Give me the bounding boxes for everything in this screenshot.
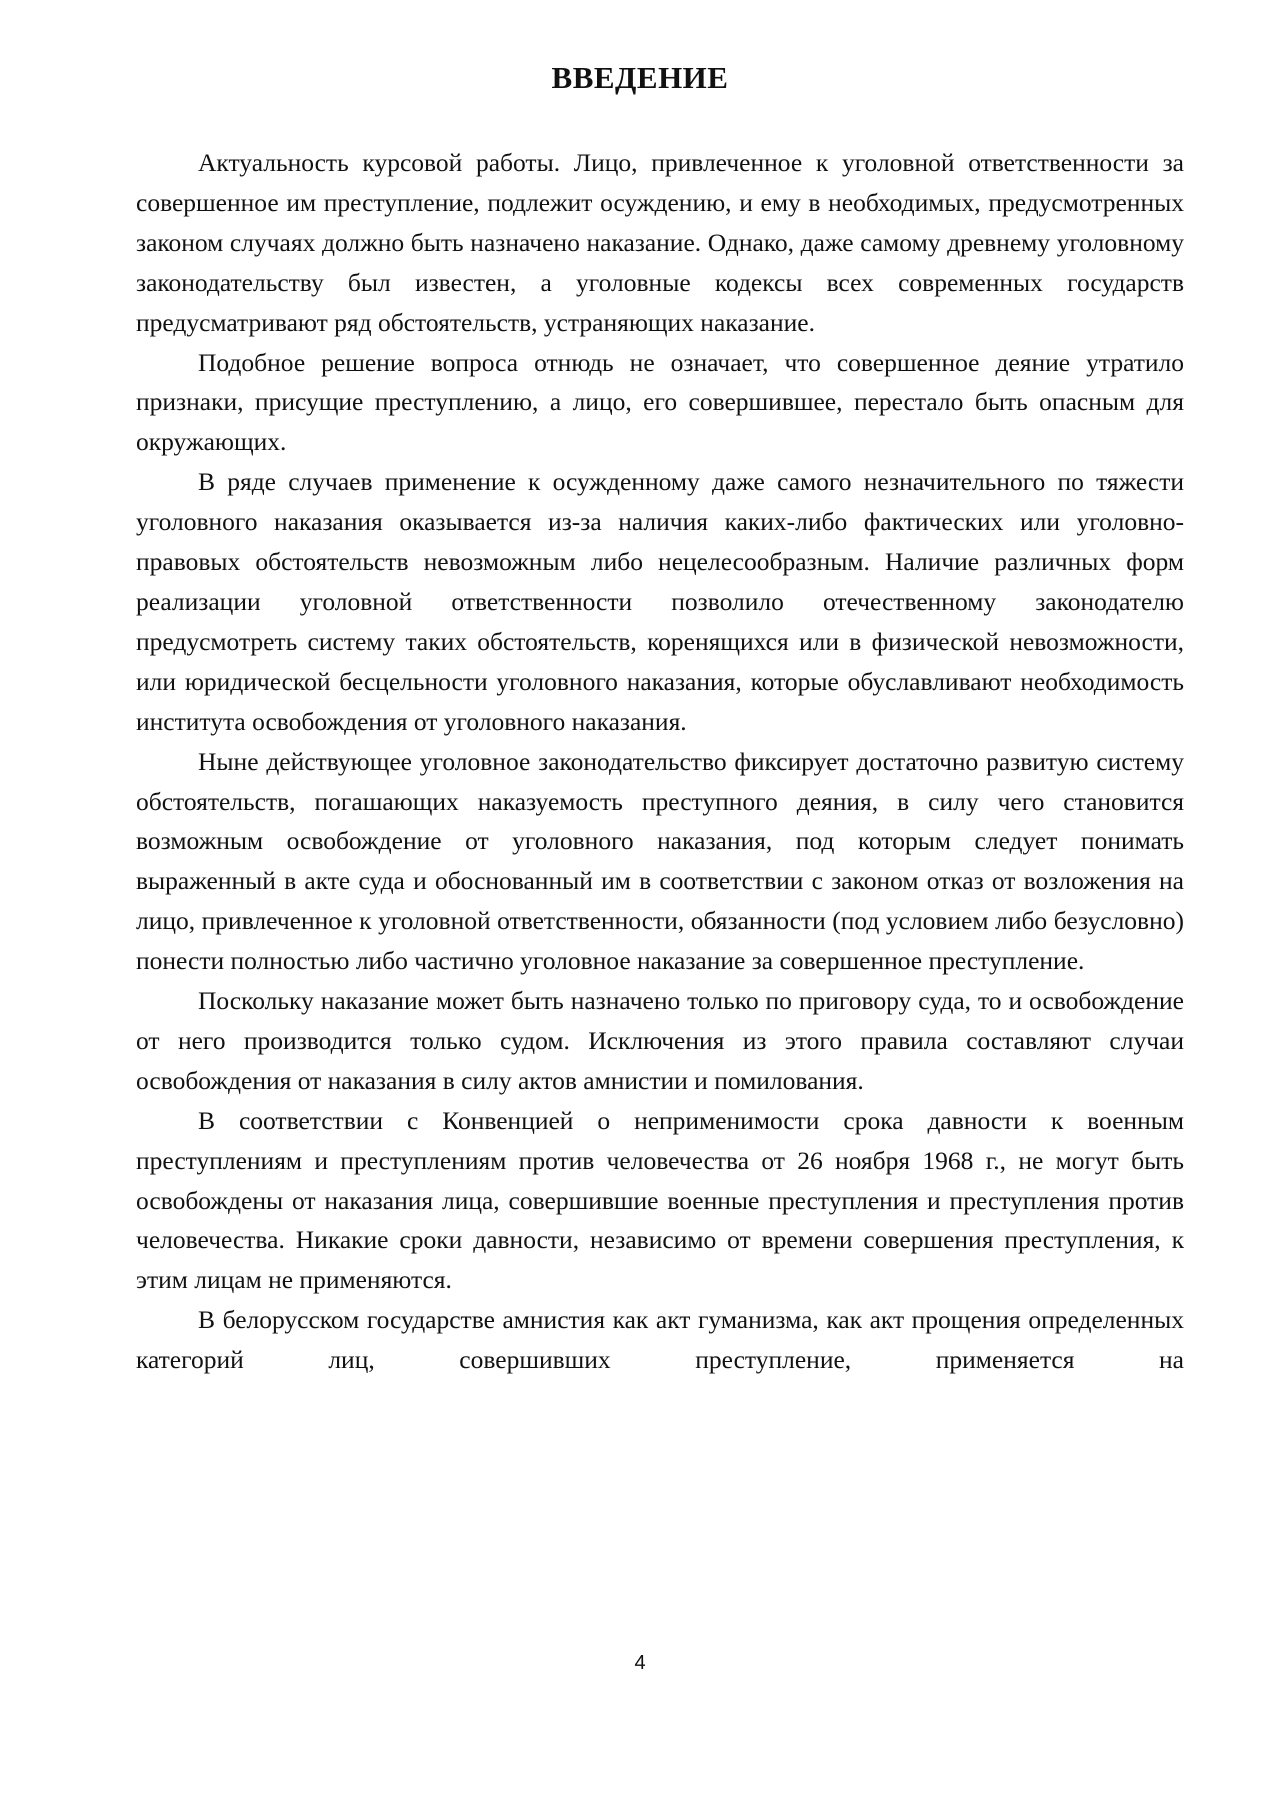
paragraph-court: Поскольку наказание может быть назначено только по приговору суда, то и освобождение от него производится только судом. Исключения из этого правила составляют случаи освобождения от наказания в силу актов амнистии и помилования. (136, 986, 1184, 1095)
page-number: 4 (634, 1652, 646, 1674)
body-text (136, 143, 1184, 1380)
page-title: ВВЕДЕНИЕ (551, 60, 729, 95)
paragraph-convention: В соответствии с Конвенцией о неприменимости срока давности к военным преступлениям и преступлениям против человечества от 26 ноября 1968 г., не могут быть освобождены от наказания лица, совершившие военные преступления и преступления против человечества. Никакие сроки давности, независимо от времени совершения преступления, к этим лицам не применяются. (136, 1105, 1184, 1295)
paragraph-decision: Подобное решение вопроса отнюдь не означает, что совершенное деяние утратило признаки, присущие преступлению, а лицо, его совершившее, перестало быть опасным для окружающих. (136, 347, 1184, 457)
paragraph-legislation: Ныне действующее уголовное законодательство фиксирует достаточно развитую систему обстоятельств, погашающих наказуемость преступного деяния, в силу чего становится возможным освобождение от уголовного наказания, под которым следует понимать выраженный в акте суда и обоснованный им в соответствии с законом отказ от возложения на лицо, привлеченное к уголовной ответственности, обязанности (под условием либо безусловно) понести полностью либо частично уголовное наказание за совершенное преступление. (136, 746, 1184, 976)
paragraph-amnesty: В белорусском государстве амнистия как акт гуманизма, как акт прощения определенных категорий лиц, совершивших преступление, применяется на (136, 1305, 1184, 1375)
paragraph-cases: В ряде случаев применение к осужденному даже самого незначительного по тяжести уголовного наказания оказывается из-за наличия каких-либо фактических или уголовно-правовых обстоятельств невозможным либо нецелесообразным. Наличие различных форм реализации уголовной ответственности позволило отечественному законодателю предусмотреть систему таких обстоятельств, коренящихся или в физической невозможности, или юридической бесцельности уголовного наказания, которые обуславливают необходимость института освобождения от уголовного наказания. (136, 467, 1184, 736)
paragraph-relevance: Актуальность курсовой работы. Лицо, привлеченное к уголовной ответственности за совершенное им преступление, подлежит осуждению, и ему в необходимых, предусмотренных законом случаях должно быть назначено наказание. Однако, даже самому древнему уголовному законодательству был известен, а уголовные кодексы всех современных государств предусматривают ряд обстоятельств, устраняющих наказание. (136, 148, 1184, 337)
